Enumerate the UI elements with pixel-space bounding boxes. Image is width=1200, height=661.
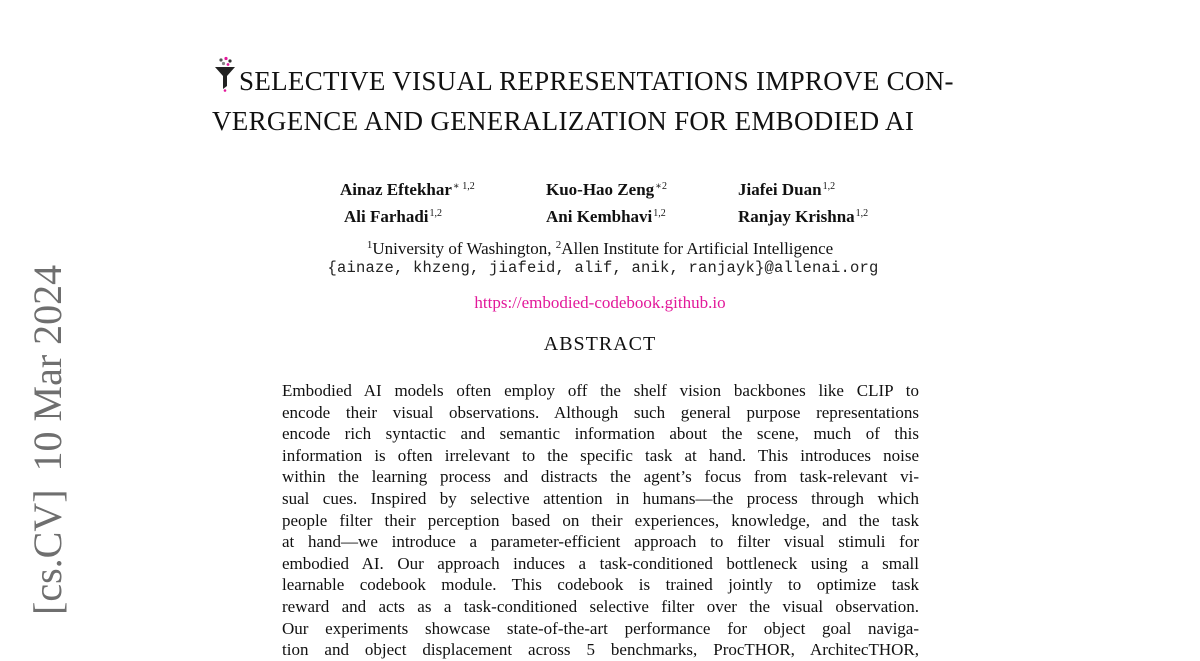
author-name: Jiafei Duan — [738, 180, 822, 199]
abstract-line: within the learning process and distracts the agent’s focus from task-relevant vi- — [282, 467, 919, 487]
arxiv-date: 10 Mar 2024 — [25, 264, 70, 472]
title-line-1: SELECTIVE VISUAL REPRESENTATIONS IMPROVE CON- — [212, 56, 1012, 101]
author-name: Ainaz Eftekhar — [340, 180, 452, 199]
abstract-line: information is often irrelevant to the specific task at hand. This introduces noise — [282, 445, 919, 465]
abstract-line: Our experiments showcase state-of-the-art performance for object goal naviga- — [282, 618, 919, 638]
author-affil-mark: 1,2 — [653, 208, 666, 219]
affiliation-uw: University of Washington, — [372, 239, 556, 258]
abstract-line: encode rich syntactic and semantic information about the scene, much of this — [282, 424, 919, 444]
author — [340, 203, 546, 228]
arxiv-sidebar-stamp — [23, 264, 73, 615]
abstract-line: learnable codebook module. This codebook is trained jointly to optimize task — [282, 575, 919, 595]
abstract-line: people filter their perception based on their experiences, knowledge, and the task — [282, 510, 919, 530]
affiliations: $^1$University of Washington, $^2$Allen Institute for Artificial Intelligence — [366, 239, 834, 258]
author — [546, 203, 738, 228]
author-name: Ali Farhadi — [344, 207, 429, 226]
abstract-heading: ABSTRACT — [543, 333, 657, 355]
author-affil-mark: 1,2 — [855, 208, 869, 219]
arxiv-category: [cs.CV] — [25, 489, 70, 615]
abstract-line: tion and object displacement across 5 benchmarks, ProcTHOR, ArchitecTHOR, — [282, 640, 919, 660]
author-affil-mark: ∗ 1,2 — [452, 181, 475, 192]
author-affil-mark: 1,2 — [822, 181, 836, 192]
abstract-line: reward and acts as a task-conditioned selective filter over the visual observation. — [282, 596, 919, 616]
title-line-2: VERGENCE AND GENERALIZATION FOR EMBODIED AI — [212, 106, 915, 136]
abstract-line: at hand—we introduce a parameter-efficient approach to filter visual stimuli for — [282, 532, 919, 552]
author — [738, 203, 908, 228]
paper-title — [212, 56, 1012, 141]
author — [546, 176, 738, 201]
author-name: Kuo-Hao Zeng — [546, 180, 655, 199]
affiliation-ai2: Allen Institute for Artificial Intelligence — [561, 239, 834, 258]
abstract-line: sual cues. Inspired by selective attention in humans—the process through which — [282, 488, 919, 508]
author-affil-mark: ∗2 — [655, 181, 667, 192]
abstract-line: Embodied AI models often employ off the shelf vision backbones like CLIP to — [282, 381, 919, 400]
abstract-line: encode their visual observations. Although such general purpose representations — [282, 402, 919, 422]
author-emails: {ainaze, khzeng, jiafeid, alif, anik, ranjayk}@allenai.org — [327, 259, 879, 277]
author-affil-mark: 1,2 — [429, 208, 443, 219]
author — [738, 176, 908, 201]
project-page-link[interactable]: https://embodied-codebook.github.io — [474, 293, 726, 312]
funnel-filter-icon — [212, 56, 238, 92]
author — [340, 176, 546, 201]
abstract-line: embodied AI. Our approach induces a task-conditioned bottleneck using a small — [282, 553, 919, 573]
author-name: Ranjay Krishna — [738, 207, 855, 226]
author-list — [340, 176, 908, 228]
author-name: Ani Kembhavi — [546, 207, 653, 226]
abstract-body — [282, 380, 919, 661]
